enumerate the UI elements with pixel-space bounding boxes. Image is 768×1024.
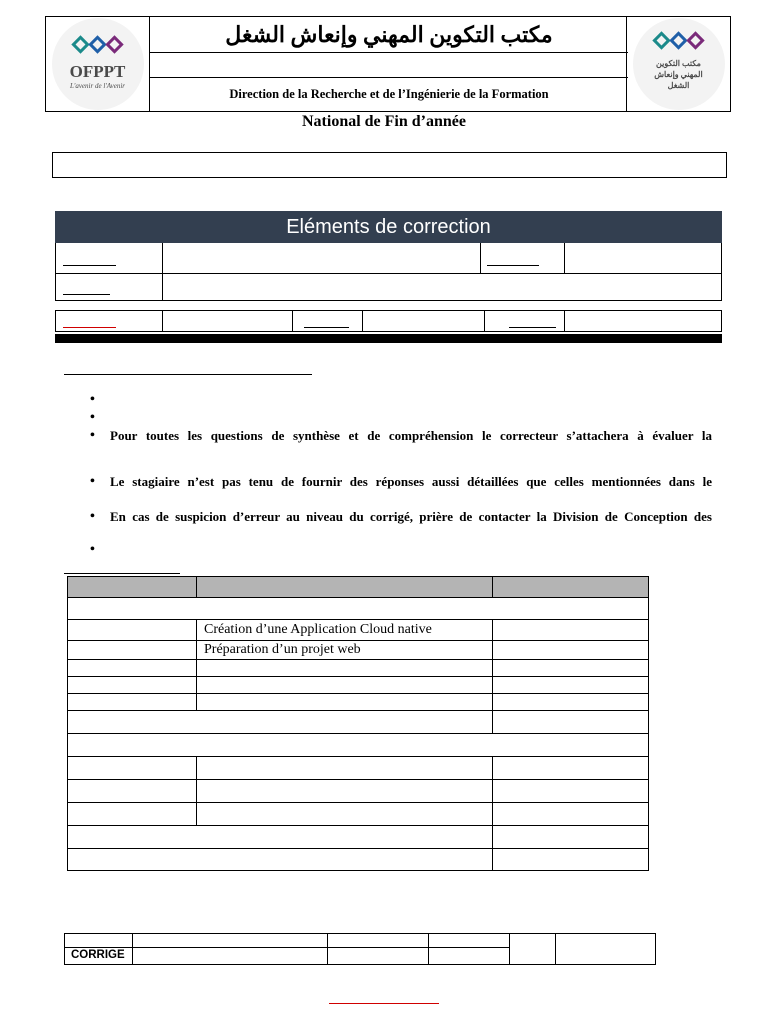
- filiere-box: [52, 152, 727, 178]
- exam-meta-grid: [55, 310, 722, 332]
- logo-brand: OFPPT: [69, 62, 126, 81]
- module-name-cell: Préparation d’un projet web: [204, 642, 361, 657]
- separator-bar: [55, 334, 722, 343]
- ofppt-arabic-logo: [633, 18, 725, 110]
- row-divider: [68, 710, 648, 711]
- column-divider: [196, 619, 197, 710]
- bullet-icon: •: [90, 474, 95, 489]
- arabic-title: مكتب التكوين المهني وإنعاش الشغل: [150, 17, 628, 53]
- logo-tagline: L'avenir de l'Avenir: [69, 82, 126, 90]
- bullet-icon: •: [90, 509, 95, 524]
- bullet-icon: •: [90, 428, 95, 443]
- column-divider: [492, 619, 493, 733]
- row-divider: [68, 640, 648, 641]
- column-divider: [492, 756, 493, 870]
- grid-divider: [564, 243, 565, 273]
- corrige-label: CORRIGE: [71, 949, 125, 961]
- row-divider: [68, 676, 648, 677]
- row-divider: [68, 848, 648, 849]
- module-name-cell: Création d’une Application Cloud native: [204, 622, 432, 637]
- left-logo-cell: [46, 17, 150, 111]
- bullet-icon: •: [90, 392, 95, 407]
- label-underline: [63, 294, 110, 295]
- grid-divider: [564, 311, 565, 331]
- row-divider: [68, 659, 648, 660]
- column-divider: [196, 756, 197, 825]
- logo-diamond-icon: [88, 35, 106, 53]
- logo-diamond-icon: [686, 31, 704, 49]
- modules-heading-underline: [64, 573, 180, 574]
- red-underline: [329, 1003, 439, 1004]
- label-underline: [487, 265, 539, 266]
- grid-divider: [56, 273, 721, 274]
- grid-divider: [162, 311, 163, 331]
- column-divider: [492, 577, 493, 597]
- direction-title: Direction de la Recherche et de l’Ingénierie de la Formation: [229, 87, 549, 101]
- instructions-heading-underline: [64, 374, 312, 375]
- column-divider: [196, 577, 197, 597]
- exam-subtitle: National de Fin d’année: [301, 113, 466, 130]
- label-underline: [63, 265, 116, 266]
- grid-divider: [480, 243, 481, 273]
- logo-diamond-icon: [652, 31, 670, 49]
- row-divider: [65, 947, 509, 948]
- column-divider: [428, 934, 429, 964]
- row-divider: [68, 693, 648, 694]
- column-divider: [132, 934, 133, 964]
- row-divider: [68, 733, 648, 734]
- column-divider: [327, 934, 328, 964]
- column-divider: [509, 934, 510, 964]
- grid-divider: [292, 311, 293, 331]
- correction-info-grid: [55, 243, 722, 301]
- logo-diamond-icon: [71, 35, 89, 53]
- correction-title: Eléments de correction: [55, 211, 722, 243]
- header-center: [150, 17, 628, 111]
- row-divider: [68, 779, 648, 780]
- ofppt-logo: [52, 18, 144, 110]
- label-underline: [509, 327, 556, 328]
- red-label-underline: [63, 327, 116, 328]
- label-underline: [304, 327, 349, 328]
- grid-divider: [162, 243, 163, 300]
- logo-arabic-text: مكتب التكوين المهني وإنعاش الشغل: [654, 59, 703, 90]
- modules-table: [67, 576, 649, 871]
- bullet-icon: •: [90, 542, 95, 557]
- row-divider: [68, 802, 648, 803]
- row-divider: [68, 619, 648, 620]
- right-logo-cell: [626, 17, 730, 111]
- row-divider: [68, 756, 648, 757]
- logo-diamond-icon: [669, 31, 687, 49]
- footer-table: [64, 933, 656, 965]
- header-blank-row: [150, 53, 628, 78]
- column-divider: [555, 934, 556, 964]
- bullet-icon: •: [90, 410, 95, 425]
- grid-divider: [484, 311, 485, 331]
- grid-divider: [362, 311, 363, 331]
- row-divider: [68, 825, 648, 826]
- document-header: [45, 16, 731, 112]
- logo-diamond-icon: [105, 35, 123, 53]
- table-header-row: [68, 577, 648, 598]
